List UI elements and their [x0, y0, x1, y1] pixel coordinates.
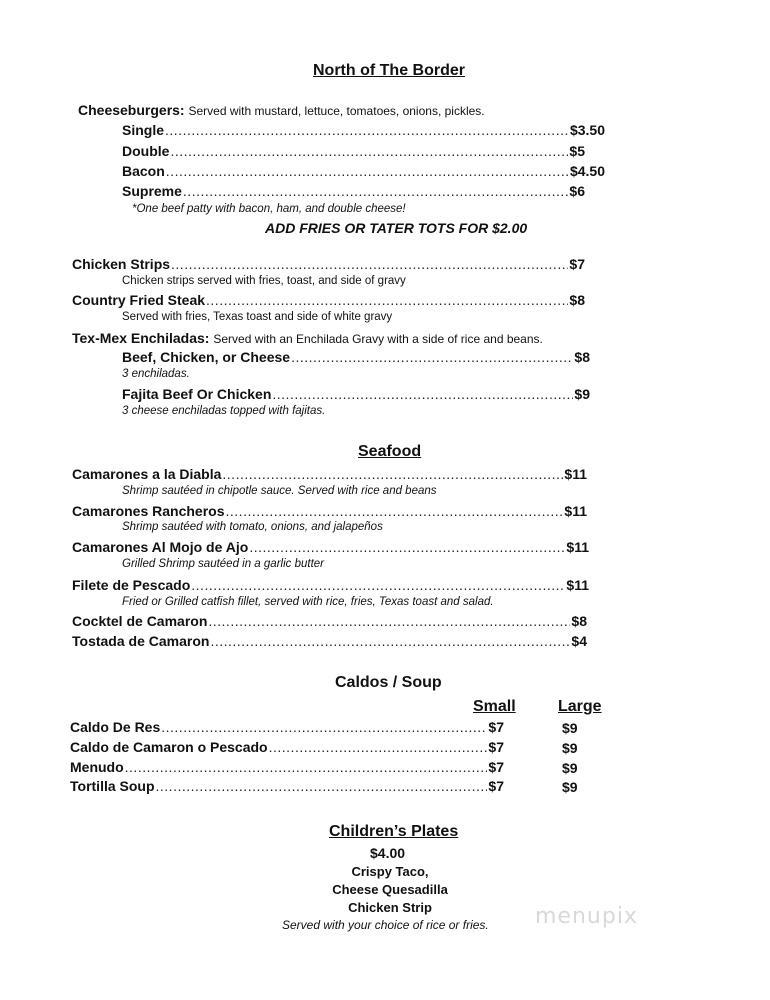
menu-item-single — [122, 122, 605, 140]
item-name: Camarones Al Mojo de Ajo — [72, 539, 249, 555]
item-price: $8 — [571, 613, 587, 629]
item-name: Chicken Strips — [72, 256, 171, 272]
cheeseburgers-label: Cheeseburgers: — [78, 102, 185, 118]
section-title-children: Children’s Plates — [329, 823, 459, 840]
dot-leader — [166, 163, 569, 179]
item-name: Tostada de Camaron — [72, 633, 210, 649]
item-price-large: $9 — [562, 760, 578, 776]
section-title-north: North of The Border — [313, 62, 465, 79]
item-price: $7 — [569, 256, 585, 272]
item-price-small: $7 — [488, 778, 504, 794]
menu-item-beef-chicken-cheese — [122, 349, 590, 367]
cheeseburgers-header — [78, 102, 485, 118]
menu-item-double — [122, 143, 585, 161]
item-price: $11 — [566, 539, 589, 555]
menu-item-cocktel — [72, 613, 587, 631]
dot-leader — [269, 739, 488, 755]
item-price: $5 — [569, 143, 585, 159]
supreme-note: *One beef patty with bacon, ham, and double cheese! — [132, 203, 406, 215]
menu-item-bacon — [122, 163, 605, 181]
item-name: Cocktel de Camaron — [72, 613, 208, 629]
item-price-large: $9 — [562, 740, 578, 756]
menu-item-filete-pescado — [72, 577, 589, 595]
seafood-desc-4: Fried or Grilled catfish fillet, served with rice, fries, Texas toast and salad. — [122, 596, 494, 608]
menu-item-camarones-mojo — [72, 539, 589, 557]
section-title-caldos: Caldos / Soup — [335, 674, 442, 691]
menu-item-camarones-diabla — [72, 466, 587, 484]
enchiladas-note: Served with an Enchilada Gravy with a side of rice and beans. — [213, 332, 543, 346]
children-item-3: Chicken Strip — [348, 900, 432, 915]
item-name: Supreme — [122, 183, 182, 199]
soup-row-tortilla — [70, 778, 504, 796]
item-name: Menudo — [70, 759, 124, 775]
chicken-strips-desc: Chicken strips served with fries, toast, and side of gravy — [122, 275, 406, 287]
enchiladas-label: Tex-Mex Enchiladas: — [72, 330, 210, 346]
column-header-small: Small — [473, 698, 516, 715]
item-price: $9 — [574, 386, 590, 402]
item-name: Single — [122, 122, 165, 138]
item-name: Caldo De Res — [70, 719, 161, 735]
dot-leader — [206, 292, 568, 308]
section-title-seafood: Seafood — [358, 443, 422, 460]
dot-leader — [125, 759, 488, 775]
item-price: $8 — [569, 292, 585, 308]
dot-leader — [272, 386, 573, 402]
dot-leader — [191, 577, 565, 593]
item-price: $11 — [564, 466, 587, 482]
seafood-desc-1: Shrimp sautéed in chipotle sauce. Served with rice and beans — [122, 485, 437, 497]
dot-leader — [222, 466, 563, 482]
item-name: Camarones Rancheros — [72, 503, 225, 519]
item-price: $3.50 — [569, 122, 605, 138]
seafood-desc-2: Shrimp sautéed with tomato, onions, and jalapeños — [122, 521, 383, 533]
dot-leader — [249, 539, 565, 555]
enchiladas-desc-1: 3 enchiladas. — [122, 368, 190, 380]
dot-leader — [226, 503, 564, 519]
menu-item-country-fried-steak — [72, 292, 585, 310]
children-price: $4.00 — [370, 845, 406, 861]
enchiladas-header — [72, 330, 543, 346]
item-name: Filete de Pescado — [72, 577, 191, 593]
soup-row-caldo-camaron — [70, 739, 504, 757]
item-price-large: $9 — [562, 720, 578, 736]
addon-note: ADD FRIES OR TATER TOTS FOR $2.00 — [265, 220, 528, 236]
item-name: Tortilla Soup — [70, 778, 155, 794]
item-name: Camarones a la Diabla — [72, 466, 222, 482]
item-name: Caldo de Camaron o Pescado — [70, 739, 268, 755]
cheeseburgers-note: Served with mustard, lettuce, tomatoes, onions, pickles. — [188, 104, 485, 118]
item-name: Double — [122, 143, 170, 159]
item-name: Fajita Beef Or Chicken — [122, 386, 272, 402]
item-price: $4 — [571, 633, 587, 649]
country-fried-desc: Served with fries, Texas toast and side of white gravy — [122, 311, 393, 323]
menu-item-tostada — [72, 633, 587, 651]
item-price: $11 — [564, 503, 587, 519]
dot-leader — [183, 183, 569, 199]
dot-leader — [161, 719, 487, 735]
item-price: $11 — [566, 577, 589, 593]
children-item-2: Cheese Quesadilla — [332, 882, 448, 897]
soup-row-caldo-res — [70, 719, 504, 737]
item-price-small: $7 — [488, 739, 504, 755]
dot-leader — [291, 349, 573, 365]
seafood-desc-3: Grilled Shrimp sautéed in a garlic butter — [122, 558, 324, 570]
menu-item-chicken-strips — [72, 256, 585, 274]
menu-item-supreme — [122, 183, 585, 201]
dot-leader — [165, 122, 569, 138]
item-name: Country Fried Steak — [72, 292, 206, 308]
item-price-small: $7 — [488, 759, 504, 775]
enchiladas-desc-2: 3 cheese enchiladas topped with fajitas. — [122, 405, 326, 417]
dot-leader — [210, 633, 570, 649]
menu-item-camarones-rancheros — [72, 503, 587, 521]
children-note: Served with your choice of rice or fries. — [282, 918, 489, 932]
soup-row-menudo — [70, 759, 504, 777]
menu-item-fajita — [122, 386, 590, 404]
item-price-small: $7 — [488, 719, 504, 735]
children-item-1: Crispy Taco, — [351, 864, 429, 879]
item-price: $6 — [569, 183, 585, 199]
column-header-large: Large — [558, 698, 602, 715]
dot-leader — [208, 613, 570, 629]
item-name: Beef, Chicken, or Cheese — [122, 349, 291, 365]
watermark-logo: menupix — [535, 904, 638, 929]
item-name: Bacon — [122, 163, 165, 179]
item-price: $4.50 — [569, 163, 605, 179]
item-price-large: $9 — [562, 779, 578, 795]
dot-leader — [171, 256, 568, 272]
dot-leader — [156, 778, 488, 794]
dot-leader — [170, 143, 568, 159]
item-price: $8 — [574, 349, 590, 365]
